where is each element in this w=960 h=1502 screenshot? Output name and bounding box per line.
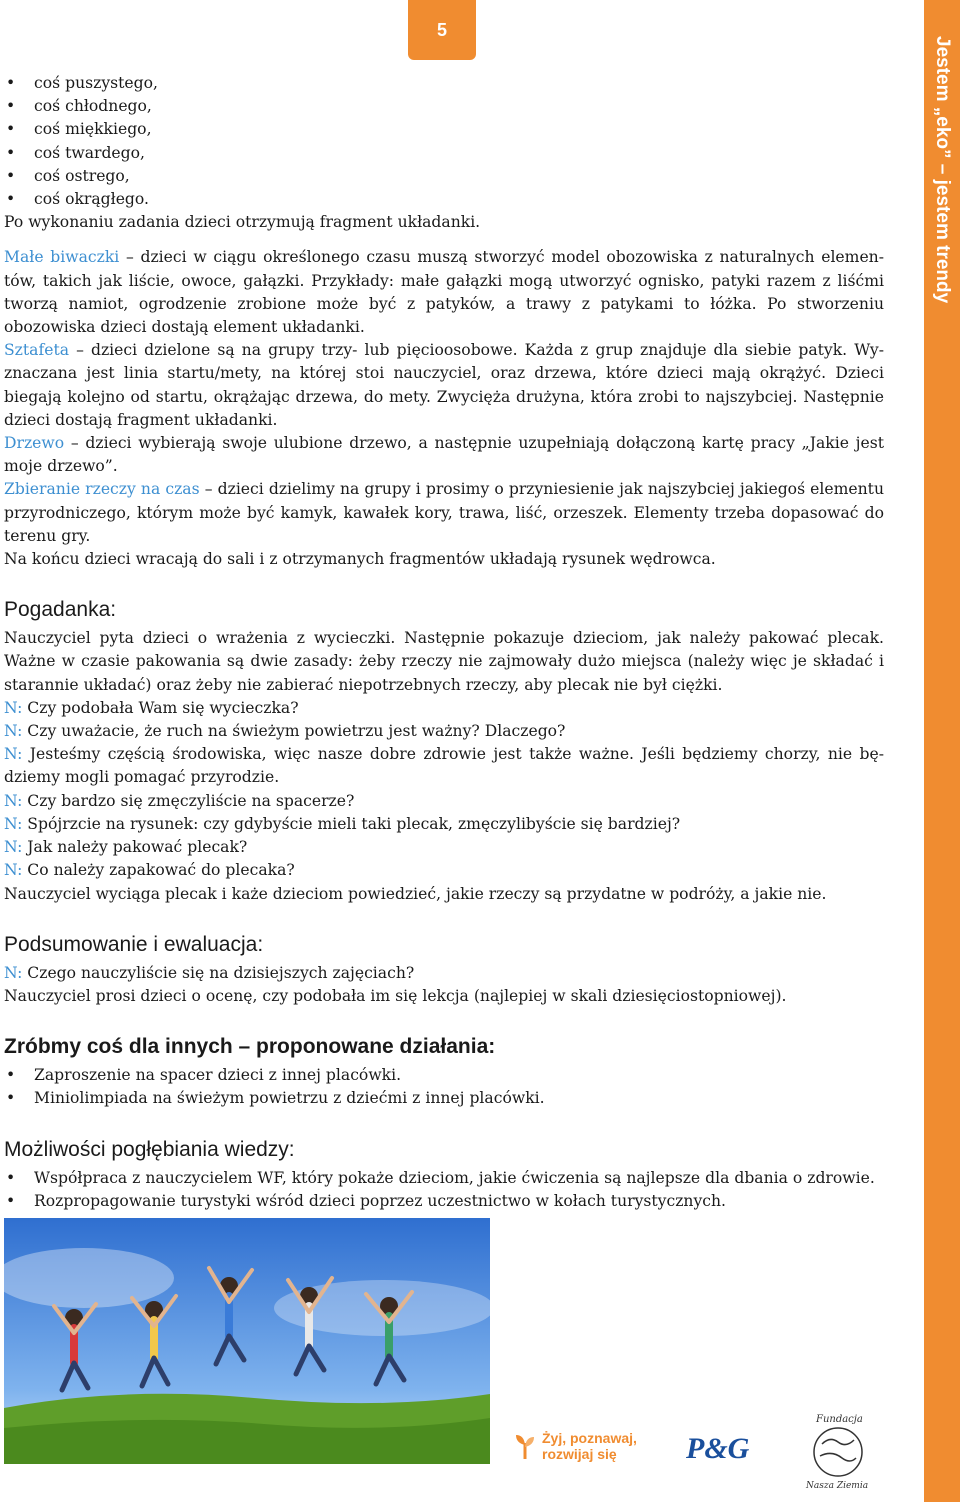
- list-item: • coś chłodnego,: [34, 95, 884, 118]
- page-number: 5: [408, 0, 476, 60]
- list-item: • coś miękkiego,: [34, 118, 884, 141]
- list-item: • Rozpropagowanie turystyki wśród dzieci poprzez uczestnictwo w kołach turystycznych.: [34, 1190, 884, 1213]
- activity-keyword: Zbieranie rzeczy na czas: [4, 480, 200, 499]
- activity-paragraph: Małe biwaczki – dzieci w ciągu określonego czasu muszą stworzyć model obozowiska z naturalnych elementów, takich jak liście, owoce, gałązki. Przykłady: małe gałązki mogą utworzyć ognisko, patyki razem z liśćmi tworzą namiot, ogrodzenie zrobione może być z patyków, a trawy z patykami to łóżka. Po stworzeniu obozowiska dzieci dostają element układanki.: [4, 248, 885, 337]
- sponsor-logos: [500, 1408, 900, 1498]
- podsumowanie-text: Nauczyciel prosi dzieci o ocenę, czy podobała im się lekcja (najlepiej w skali dziesięciostopniowej).: [4, 986, 787, 1005]
- dialog-line: N: Co należy zapakować do plecaka?: [4, 861, 295, 880]
- main-content: [4, 72, 884, 1213]
- list-item: • coś okrągłego.: [34, 188, 884, 211]
- activity-text: dzieci wybierają swoje ulubione drzewo, a następnie uzupełniają dołączoną kartę pracy „Jakie jest moje drzewo”.: [4, 434, 884, 476]
- section-heading-podsumowanie: Podsumowanie i ewaluacja:: [4, 932, 264, 956]
- speaker-label: N:: [4, 838, 23, 857]
- svg-text:Nasza Ziemia: Nasza Ziemia: [806, 1481, 869, 1491]
- zyj-poznawaj-logo: Żyj, poznawaj, rozwijaj się: [514, 1430, 637, 1462]
- dialog-line: N: Jak należy pakować plecak?: [4, 838, 248, 857]
- section-heading-mozliwosci: Możliwości pogłębiania wiedzy:: [4, 1137, 295, 1161]
- dialog-line: N: Czy podobała Wam się wycieczka?: [4, 698, 299, 717]
- activity-text: dzieci w ciągu określonego czasu muszą stworzyć model obozowiska z naturalnych elementów, takich jak liście, owoce, gałązki. Przykłady: małe gałązki mogą utworzyć ognisko, patyki razem z liśćmi tworzą namiot, ogrodzenie zrobione może być z patyków, a trawy z patykami to łóżka. Po stworzeniu obozowiska dzieci dostają element układanki.: [4, 248, 885, 337]
- dialog-line: N: Jesteśmy częścią środowiska, więc nasze dobre zdrowie jest także ważne. Jeśli będziemy chorzy, nie będziemy mogli pomagać przyrodzie.: [4, 745, 884, 787]
- dialog-line: N: Czego nauczyliście się na dzisiejszych zajęciach?: [4, 963, 415, 982]
- intro-after: Po wykonaniu zadania dzieci otrzymują fragment układanki.: [4, 213, 481, 232]
- dialog-line: N: Czy uważacie, że ruch na świeżym powietrzu jest ważny? Dlaczego?: [4, 722, 566, 741]
- activities-end: Na końcu dzieci wracają do sali i z otrzymanych fragmentów układają rysunek wędrowca.: [4, 550, 716, 569]
- section-heading-pogadanka: Pogadanka:: [4, 598, 117, 622]
- zrobmy-list: [4, 1064, 884, 1110]
- activity-text: dzieci dzielimy na grupy i prosimy o przyniesienie jak najszybciej jakiegoś elementu przyrodniczego, którym może być kamyk, kawałek kory, trawa, liść, orzeszek. Elementy trzeba dopasować do terenu gry.: [4, 480, 884, 545]
- speaker-label: N:: [4, 722, 23, 741]
- activity-paragraph: Sztafeta – dzieci dzielone są na grupy trzy- lub pięcioosobowe. Każda z grup znajduje dla siebie patyk. Wyznaczana jest linia startu/mety, na której stoi nauczyciel, oraz drzewa, które dzieci mają okrążyć. Dzieci biegają kolejno od startu, okrążając drzewa, do mety. Zwycięża drużyna, która zrobi to najszybciej. Następnie dzieci dostają fragment układanki.: [4, 341, 884, 429]
- activity-keyword: Małe biwaczki: [4, 248, 120, 267]
- speaker-label: N:: [4, 861, 23, 880]
- pogadanka-intro: Nauczyciel pyta dzieci o wrażenia z wycieczki. Następnie pokazuje dzieciom, jak należy pakować plecak. Ważne w czasie pakowania są dwie zasady: żeby rzeczy nie zajmowały dużo miejsca (należy więc je składać i starannie układać) oraz żeby nie zabierać niepotrzebnych rzeczy, aby plecak nie był ciężki.: [4, 629, 884, 694]
- fundacja-nasza-ziemia-logo: [796, 1408, 880, 1492]
- list-item: • coś twardego,: [34, 142, 884, 165]
- speaker-label: N:: [4, 963, 23, 982]
- activity-paragraph: Zbieranie rzeczy na czas – dzieci dzielimy na grupy i prosimy o przyniesienie jak najszybciej jakiegoś elementu przyrodniczego, którym może być kamyk, kawałek kory, trawa, liść, orzeszek. Elementy trzeba dopasować do terenu gry.: [4, 480, 884, 545]
- list-item: • coś puszystego,: [34, 72, 884, 95]
- sprout-icon: [514, 1433, 536, 1459]
- speaker-label: N:: [4, 745, 23, 764]
- side-banner-title: Jestem „eko” – jestem trendy: [932, 36, 953, 304]
- section-heading-zrobmy: Zróbmy coś dla innych – proponowane działania:: [4, 1035, 496, 1059]
- list-item: • coś ostrego,: [34, 165, 884, 188]
- activity-keyword: Sztafeta: [4, 341, 70, 360]
- activity-keyword: Drzewo: [4, 434, 65, 453]
- children-jumping-photo: [4, 1218, 490, 1464]
- speaker-label: N:: [4, 791, 23, 810]
- svg-text:Fundacja: Fundacja: [816, 1414, 863, 1425]
- pogadanka-outro: Nauczyciel wyciąga plecak i każe dzieciom powiedzieć, jakie rzeczy są przydatne w podróży, a jakie nie.: [4, 884, 827, 903]
- list-item: • Współpraca z nauczycielem WF, który pokaże dzieciom, jakie ćwiczenia są najlepsze dla dbania o zdrowie.: [34, 1167, 884, 1190]
- dialog-line: N: Spójrzcie na rysunek: czy gdybyście mieli taki plecak, zmęczylibyście się bardziej?: [4, 814, 681, 833]
- activity-paragraph: Drzewo – dzieci wybierają swoje ulubione drzewo, a następnie uzupełniają dołączoną kartę pracy „Jakie jest moje drzewo”.: [4, 434, 884, 476]
- list-item: • Zaproszenie na spacer dzieci z innej placówki.: [34, 1064, 884, 1087]
- activity-text: dzieci dzielone są na grupy trzy- lub pięcioosobowe. Każda z grup znajduje dla siebie patyk. Wyznaczana jest linia startu/mety, na której stoi nauczyciel, oraz drzewa, które dzieci mają okrążyć. Dzieci biegają kolejno od startu, okrążając drzewa, do mety. Zwycięża drużyna, która zrobi to najszybciej. Następnie dzieci dostają fragment układanki.: [4, 341, 884, 429]
- speaker-label: N:: [4, 814, 23, 833]
- list-item: • Miniolimpiada na świeżym powietrzu z dziećmi z innej placówki.: [34, 1087, 884, 1110]
- intro-list: [4, 72, 884, 211]
- mozliwosci-list: [4, 1167, 884, 1213]
- pg-logo: P&G: [686, 1432, 750, 1465]
- speaker-label: N:: [4, 698, 23, 717]
- side-banner: [924, 0, 960, 1502]
- dialog-line: N: Czy bardzo się zmęczyliście na spacerze?: [4, 791, 355, 810]
